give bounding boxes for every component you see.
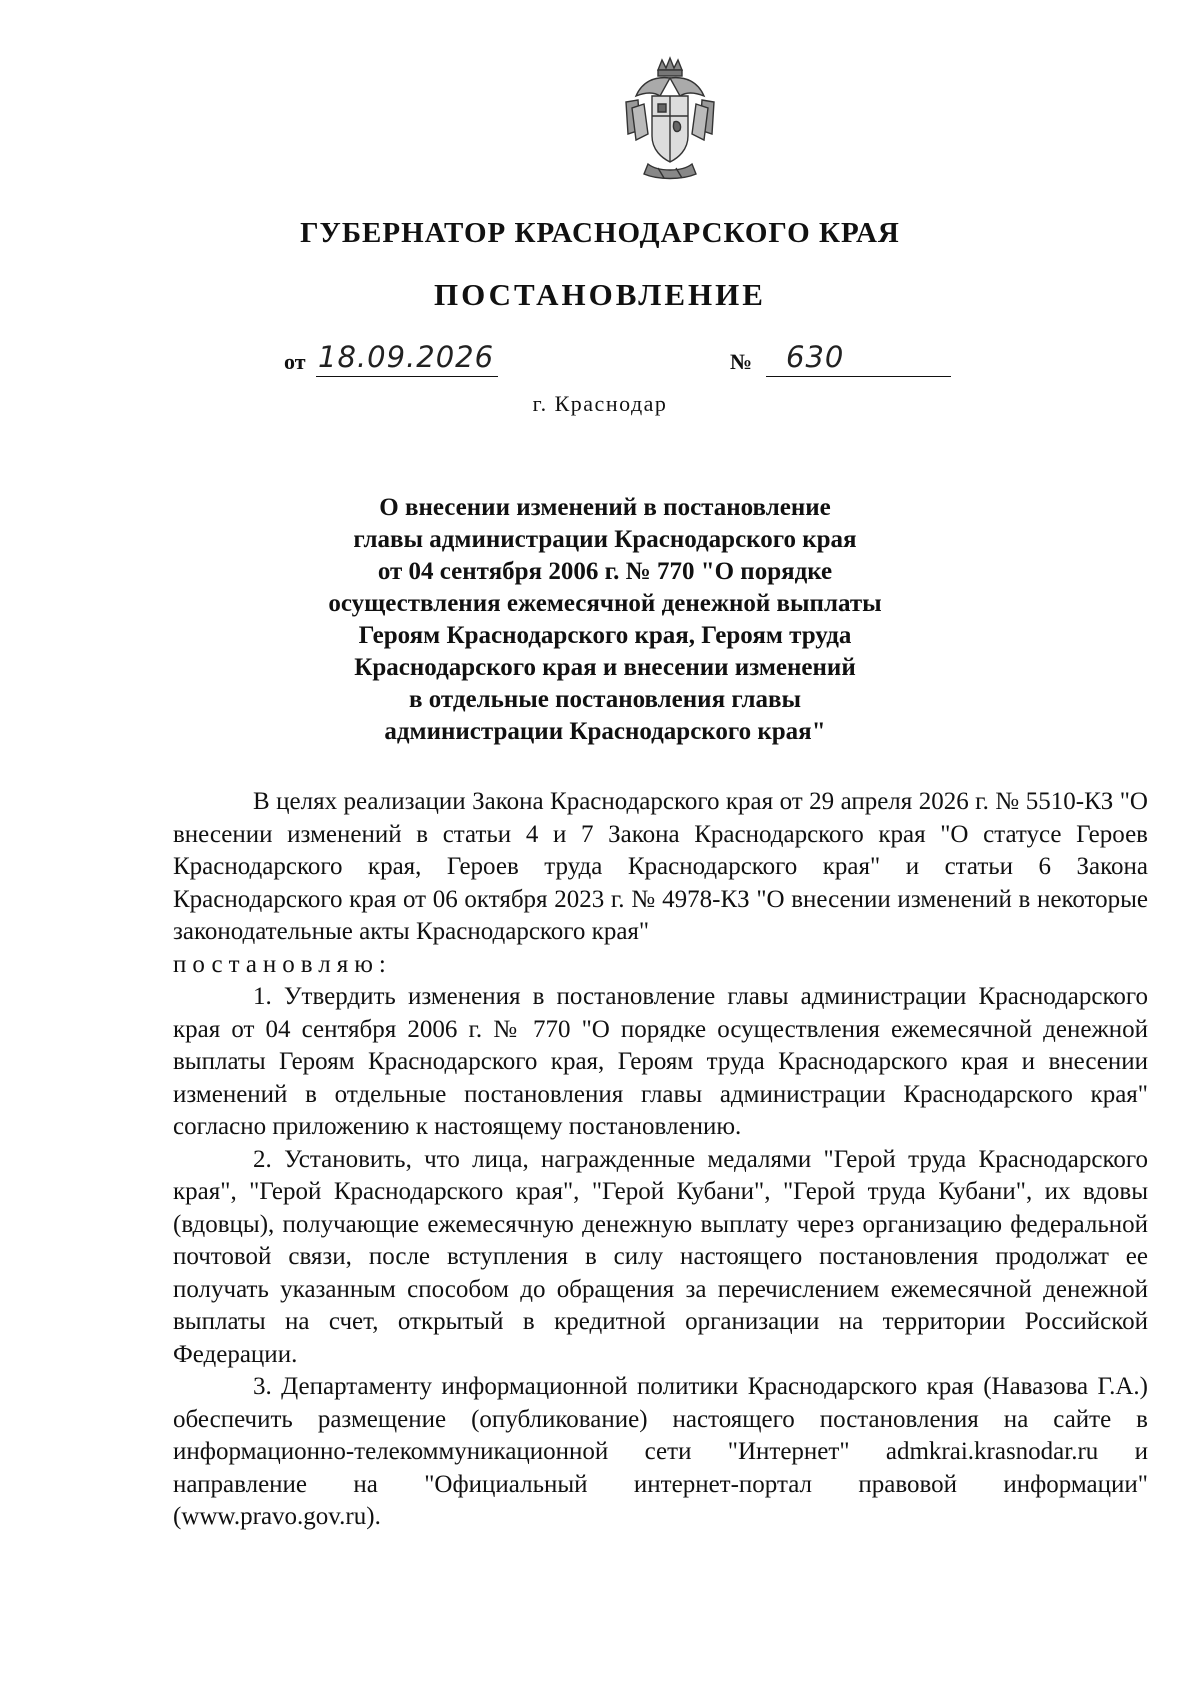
city-line: г. Краснодар bbox=[532, 391, 668, 416]
document-subject bbox=[230, 492, 980, 748]
date-value: 18.09.2026 bbox=[318, 340, 495, 374]
document-body bbox=[173, 786, 1148, 1534]
subject-line: в отдельные постановления главы bbox=[408, 686, 801, 713]
subject-line: осуществления ежемесячной денежной выплаты bbox=[328, 590, 882, 617]
subject-line: Краснодарского края и внесении изменений bbox=[354, 654, 856, 681]
clause-2: 2. Установить, что лица, награжденные медалями "Герой труда Краснодарского края", "Герой Краснодарского края", "Герой Кубани", "Герой труда Кубани", их вдовы (вдовцы), получающие ежемесячную денежную выплату через организацию федеральной почтовой связи, после вступления в силу настоящего постановления продолжат ее получать указанным способом до обращения за перечислением ежемесячной денежной выплаты на счет, открытый в кредитной организации на территории Российской Федерации. bbox=[173, 1145, 1148, 1368]
preamble-paragraph: В целях реализации Закона Краснодарского края от 29 апреля 2026 г. № 5510-КЗ "О внесении изменений в статьи 4 и 7 Закона Краснодарского края "О статусе Героев Краснодарского края, Героев труда Краснодарского края" и статьи 6 Закона Краснодарского края от 06 октября 2023 г. № 4978-КЗ "О внесении изменений в некоторые законодательные акты Краснодарского края" bbox=[173, 788, 1148, 945]
subject-line: администрации Краснодарского края" bbox=[384, 718, 826, 745]
subject-line: Героям Краснодарского края, Героям труда bbox=[358, 622, 852, 649]
clause-3: 3. Департаменту информационной политики Краснодарского края (Навазова Г.А.) обеспечить размещение (опубликование) настоящего постановления на сайте в информационно-телекоммуникационной сети "Интернет" admkrai.krasnodar.ru и направление на "Официальный интернет-портал правовой информации" (www.pravo.gov.ru). bbox=[173, 1373, 1148, 1530]
number-label: № bbox=[730, 349, 753, 374]
subject-line: от 04 сентября 2006 г. № 770 "О порядке bbox=[377, 558, 833, 585]
resolve-word: постановляю: bbox=[173, 950, 392, 978]
subject-line: О внесении изменений в постановление bbox=[379, 494, 831, 521]
number-value: 630 bbox=[786, 340, 845, 374]
document-type-heading: ПОСТАНОВЛЕНИЕ bbox=[434, 277, 766, 312]
clause-1: 1. Утвердить изменения в постановление главы администрации Краснодарского края от 04 сентября 2006 г. № 770 "О порядке осуществления ежемесячной денежной выплаты Героям Краснодарского края, Героям труда Краснодарского края и внесении изменений в отдельные постановления главы администрации Краснодарского края" согласно приложению к настоящему постановлению. bbox=[173, 983, 1148, 1140]
number-underline bbox=[766, 376, 951, 377]
registration-row bbox=[0, 338, 1200, 388]
date-label: от bbox=[284, 349, 306, 374]
date-underline bbox=[316, 376, 498, 377]
coat-of-arms-icon bbox=[618, 56, 722, 182]
subject-line: главы администрации Краснодарского края bbox=[353, 526, 857, 553]
issuer-heading: ГУБЕРНАТОР КРАСНОДАРСКОГО КРАЯ bbox=[300, 217, 900, 249]
